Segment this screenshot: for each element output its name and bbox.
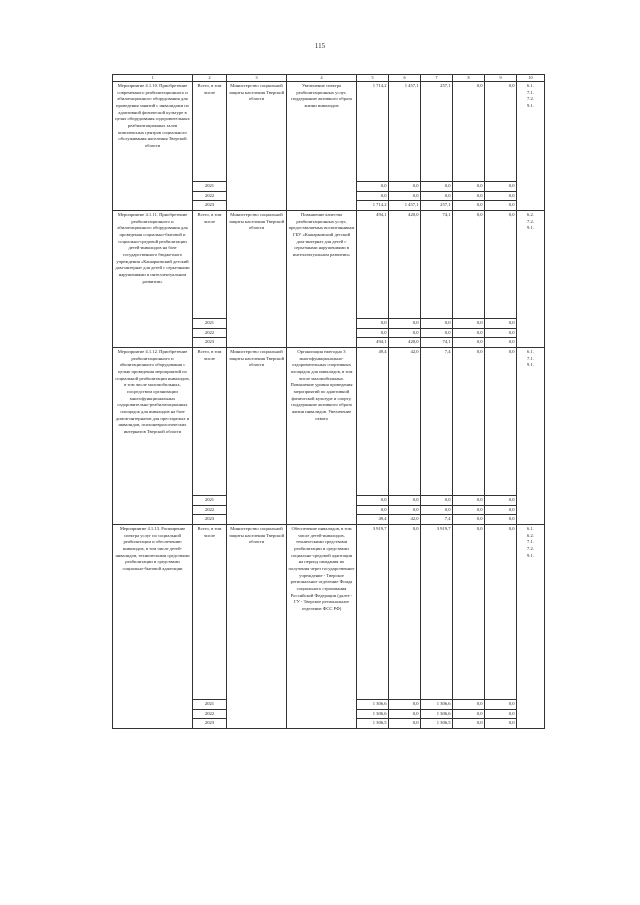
year-value: 0,0 (389, 182, 421, 192)
measure-row (113, 348, 545, 496)
column-number: 10 (517, 75, 545, 82)
year-value: 0,0 (485, 319, 517, 329)
year-value: 7,4 (421, 515, 453, 525)
total-value: 420,0 (389, 211, 421, 319)
year-value: 0,0 (485, 505, 517, 515)
table-header-row (113, 75, 545, 82)
year-value: 0,0 (453, 182, 485, 192)
total-value: 1 457,1 (389, 82, 421, 182)
year-value: 0,0 (453, 505, 485, 515)
year-value: 1 306,6 (421, 709, 453, 719)
total-value: 1 714,2 (357, 82, 389, 182)
program-table (112, 74, 545, 729)
period-total-label: Всего, в том числе (193, 348, 227, 496)
year-label: 2021 (193, 700, 227, 710)
total-value: 0,0 (453, 82, 485, 182)
column-number: 2 (193, 75, 227, 82)
year-label: 2021 (193, 496, 227, 506)
year-value: 0,0 (485, 182, 517, 192)
measure-name: Мероприятие 4.1.13. Расширение спектра услуг по социальной реабилитации и обеспечению инвалидов, в том числе детей-инвалидов, техническими средствами реабилитации и средствами социально-бытовой адаптации (113, 525, 193, 729)
year-value: 0,0 (453, 191, 485, 201)
year-value: 420,0 (389, 338, 421, 348)
year-value: 0,0 (357, 496, 389, 506)
period-total-label: Всего, в том числе (193, 525, 227, 700)
year-value: 0,0 (453, 719, 485, 729)
total-value: 494,1 (357, 211, 389, 319)
year-value: 0,0 (485, 515, 517, 525)
year-value: 0,0 (485, 201, 517, 211)
year-value: 0,0 (357, 319, 389, 329)
year-value: 494,1 (357, 338, 389, 348)
year-value: 0,0 (485, 719, 517, 729)
period-total-label: Всего, в том числе (193, 82, 227, 182)
expected-result: Повышение качества реабилитационных услуг, предоставляемых воспитанникам ГБУ «Кашарковский детский дом-интернат для детей с серьезными нарушениями в интеллектуальном развитии» (287, 211, 357, 348)
year-label: 2023 (193, 515, 227, 525)
year-value: 0,0 (485, 338, 517, 348)
year-value: 257,1 (421, 201, 453, 211)
year-value: 0,0 (421, 191, 453, 201)
year-label: 2023 (193, 719, 227, 729)
total-value: 3 919,7 (357, 525, 389, 700)
total-value: 0,0 (485, 348, 517, 496)
year-value: 1 457,1 (389, 201, 421, 211)
measure-row (113, 82, 545, 182)
measure-name: Мероприятие 4.1.11. Приобретение реабилитационного и абилитационного оборудования для проведения социально-бытовой и социально-средовой реабилитации детей-инвалидов на базе государственного бюджетного учреждения «Кашарковский детский дом-интернат для детей с серьезными нарушениями в интеллектуальном развитии» (113, 211, 193, 348)
total-value: 74,1 (421, 211, 453, 319)
column-number: 1 (113, 75, 193, 82)
total-value: 0,0 (453, 525, 485, 700)
year-value: 0,0 (389, 496, 421, 506)
column-number: 7 (421, 75, 453, 82)
year-value: 42,0 (389, 515, 421, 525)
year-value: 0,0 (389, 319, 421, 329)
column-number: 3 (227, 75, 287, 82)
total-value: 0,0 (453, 211, 485, 319)
period-total-label: Всего, в том числе (193, 211, 227, 319)
executor: Министерство социальной защиты населения Тверской области (227, 82, 287, 211)
year-value: 0,0 (421, 496, 453, 506)
year-value: 49,4 (357, 515, 389, 525)
column-number: 4 (287, 75, 357, 82)
year-label: 2022 (193, 191, 227, 201)
total-value: 257,1 (421, 82, 453, 182)
year-value: 1 306,5 (357, 719, 389, 729)
year-value: 0,0 (485, 709, 517, 719)
year-value: 0,0 (485, 328, 517, 338)
year-value: 0,0 (389, 700, 421, 710)
expected-result: Увеличение спектра реабилитационных услуг, поддержание активного образа жизни инвалидов (287, 82, 357, 211)
executor: Министерство социальной защиты населения Тверской области (227, 525, 287, 729)
indicator-codes: 6.1. 7.1. 7.2. 9.1. (517, 82, 545, 211)
year-label: 2022 (193, 328, 227, 338)
year-value: 0,0 (453, 319, 485, 329)
executor: Министерство социальной защиты населения Тверской области (227, 211, 287, 348)
year-value: 0,0 (453, 700, 485, 710)
expected-result: Обеспечение инвалидов, в том числе детей-инвалидов, техническими средствами реабилитации и средствами социально-средовой адаптации на период ожидания их получения через государственное учреждение - Тверское региональное отделение Фонда социального страхования Российской Федерации (далее - ГУ - Тверское региональное отделение ФСС РФ) (287, 525, 357, 729)
total-value: 7,4 (421, 348, 453, 496)
year-value: 0,0 (357, 182, 389, 192)
year-value: 0,0 (389, 709, 421, 719)
year-label: 2021 (193, 319, 227, 329)
total-value: 0,0 (485, 82, 517, 182)
year-value: 0,0 (357, 328, 389, 338)
year-value: 0,0 (357, 191, 389, 201)
measure-row (113, 525, 545, 700)
year-value: 0,0 (485, 496, 517, 506)
expected-result: Организация ежегодно 3 многофункционально-оздоровительных спортивных площадок для инвалидов, в том числе маломобильных. Повышение уровня проведения мероприятий по адаптивной физической культуре и спорту, поддержание активного образа жизни инвалидов. Увеличение охвата (287, 348, 357, 525)
column-number: 6 (389, 75, 421, 82)
year-value: 0,0 (485, 700, 517, 710)
year-label: 2023 (193, 338, 227, 348)
year-value: 0,0 (421, 319, 453, 329)
year-value: 1 306,6 (357, 709, 389, 719)
year-value: 0,0 (485, 191, 517, 201)
year-value: 0,0 (421, 505, 453, 515)
page-number: 115 (314, 42, 326, 50)
total-value: 3 919,7 (421, 525, 453, 700)
column-number: 9 (485, 75, 517, 82)
year-value: 1 306,6 (357, 700, 389, 710)
year-value: 0,0 (453, 338, 485, 348)
total-value: 42,0 (389, 348, 421, 496)
year-value: 1 306,6 (421, 700, 453, 710)
measure-row (113, 211, 545, 319)
column-number: 8 (453, 75, 485, 82)
indicator-codes: 6.1. 7.1. 9.1. (517, 348, 545, 525)
total-value: 0,0 (389, 525, 421, 700)
year-label: 2021 (193, 182, 227, 192)
year-value: 0,0 (389, 505, 421, 515)
year-value: 0,0 (453, 496, 485, 506)
year-label: 2023 (193, 201, 227, 211)
measure-name: Мероприятие 4.1.10. Приобретение современного реабилитационного и абилитационного оборудования для проведения занятий с инвалидами по адаптивной физической культуре в целях оборудования оздоровительных реабилитационных залов комплексных центров социального обслуживания населения Тверской области (113, 82, 193, 211)
year-label: 2022 (193, 709, 227, 719)
indicator-codes: 6.2. 7.2. 9.1. (517, 211, 545, 348)
year-value: 1 306,5 (421, 719, 453, 729)
year-value: 0,0 (421, 182, 453, 192)
year-value: 0,0 (389, 328, 421, 338)
year-value: 0,0 (421, 328, 453, 338)
executor: Министерство социальной защиты населения Тверской области (227, 348, 287, 525)
year-value: 0,0 (453, 201, 485, 211)
total-value: 0,0 (453, 348, 485, 496)
year-value: 1 714,2 (357, 201, 389, 211)
year-value: 0,0 (453, 709, 485, 719)
year-value: 0,0 (389, 719, 421, 729)
measure-name: Мероприятие 4.1.12. Приобретение реабилитационного и абилитационного оборудования с целью проведения мероприятий по социальной реабилитации инвалидов, в том числе маломобильных, посредством организации многофункциональных оздоровительно-реабилитационных площадок для инвалидов на базе домов-интернатов для престарелых и инвалидов, психоневрологических интернатов Тверской области (113, 348, 193, 525)
indicator-codes: 6.1. 6.2. 7.1. 7.2. 9.1. (517, 525, 545, 729)
column-number: 5 (357, 75, 389, 82)
year-label: 2022 (193, 505, 227, 515)
year-value: 0,0 (453, 515, 485, 525)
total-value: 49,4 (357, 348, 389, 496)
year-value: 0,0 (357, 505, 389, 515)
total-value: 0,0 (485, 211, 517, 319)
total-value: 0,0 (485, 525, 517, 700)
year-value: 0,0 (453, 328, 485, 338)
year-value: 74,1 (421, 338, 453, 348)
year-value: 0,0 (389, 191, 421, 201)
